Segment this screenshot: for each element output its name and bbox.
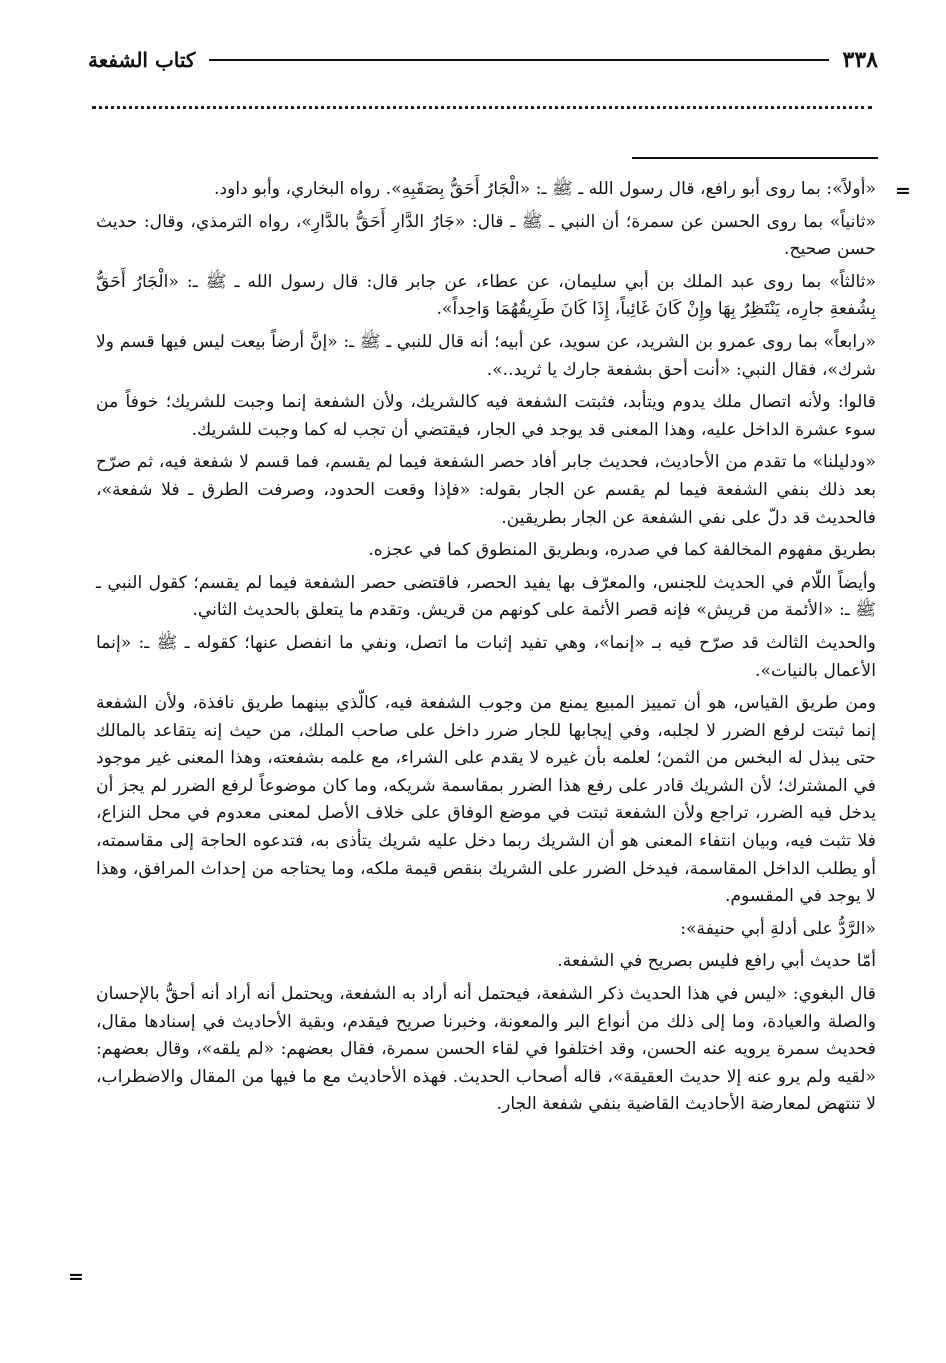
footnote-paragraph: «ثانياً» بما روى الحسن عن سمرة؛ أن النبي ـ ﷺ ـ قال: «جَارُ الدَّارِ أَحَقُّ بالدَّارِ»، رواه الترمذي، وقال: حديث حسن صحيح. <box>96 211 876 260</box>
footnote-paragraph: «ثالثاً» بما روى عبد الملك بن أبي سليمان، عن عطاء، عن جابر قال: قال رسول الله ـ ﷺ ـ: «الْجَارُ أَحَقُّ بِشُفعةِ جارِه، يَنْتَظِرُ بِهَا وإِنْ كَانَ غَائِباً، إِذَا كَانَ طَرِيقُهُمَا وَاحِداً». <box>96 271 876 320</box>
footnote-paragraph: قال البغوي: «ليس في هذا الحديث ذكر الشفعة، فيحتمل أنه أراد به الشفعة، ويحتمل أنه أراد أنه أحقُّ بالإحسان والصلة والعيادة، وما إلى ذلك من أنواع البر والمعونة، وخبرنا صريح فيقدم، وبقية الأحاديث في إسنادها مقال، فحديث سمرة يرويه عنه الحسن، وقد اختلفوا في لقاء الحسن سمرة، فقال بعضهم: «لم يلقه»، وقال بعضهم: «لقيه ولم يرو عنه إلا حديث العقيقة»، قاله أصحاب الحديث. فهذه الأحاديث مع ما فيها من المقال والاضطراب، لا تنتهض لمعارضة الأحاديث القاضية بنفي شفعة الجار. <box>96 984 876 1115</box>
section-heading: «الرَّدُّ على أدلةِ أبي حنيفة»: <box>680 918 876 939</box>
continuation-mark-bottom: = <box>68 1266 84 1288</box>
footnote-paragraph: «ودليلنا» ما تقدم من الأحاديث، فحديث جابر أفاد حصر الشفعة فيما لم يقسم، فما قسم لا شفعة فيه، ثم صرّح بعد ذلك بنفي الشفعة فيما لم يقسم عن الجار بقوله: «فإذا وقعت الحدود، وصرفت الطرق ـ فلا شفعة»، فالحديث قد دلّ على نفي الشفعة عن الجار بطريقين. <box>96 452 876 528</box>
footnote-paragraph: ومن طريق القياس، هو أن تمييز المبيع يمنع من وجوب الشفعة فيه، كالّذي بينهما طريق نافذة، ولأن الشفعة إنما ثبتت لرفع الضرر لا لجلبه، وفي إيجابها للجار ضرر داخل على صاحب الملك، من حيث إنه يتقاعد بالمالك حتى يبذل له البخس من الثمن؛ لعلمه بأن غيره لا يقدم على الشراء، مع علمه بشفعته، وهذا المعنى غير موجود في المشترك؛ لأن الشريك قادر على رفع هذا الضرر بمقاسمة شريكه، وما كان موضوعاً لرفع الضرر لم يجز أن يدخل فيه الضرر، تراجع ولأن الشفعة ثبتت في موضع الوفاق على خلاف الأصل لمعنى معدوم في محل النزاع، فلا تثبت فيه، وبيان انتفاء المعنى هو أن الشريك ربما دخل عليه شريك يتأذى به، فتدعوه الحاجة إلى مقاسمته، أو يطلب الداخل المقاسمة، فيدخل الضرر على الشريك بنقص قيمة ملكه، وما يحتاجه من إحداث المرافق، وهذا لا يوجد في المقسوم. <box>96 693 876 907</box>
footnote-body <box>96 176 876 1124</box>
footnote-paragraph: بطريق مفهوم المخالفة كما في صدره، وبطريق المنطوق كما في عجزه. <box>368 540 876 561</box>
book-title: كتاب الشفعة <box>88 48 196 72</box>
running-header <box>88 38 878 82</box>
footnote-paragraph: والحديث الثالث قد صرّح فيه بـ «إنما»، وهي تفيد إثبات ما اتصل، ونفي ما انفصل عنها؛ كقوله ـ ﷺ ـ: «إنما الأعمال بالنيات». <box>96 632 876 681</box>
footnote-rule <box>632 157 878 159</box>
dotted-separator <box>92 106 872 109</box>
footnote-paragraph: وأيضاً اللّام في الحديث للجنس، والمعرّف بها يفيد الحصر، فاقتضى حصر الشفعة فيما لم يقسم؛ كقول النبي ـ ﷺ ـ: «الأئمة من قريش» فإنه قصر الأئمة على كونهم من قريش. وتقدم ما يتعلق بالحديث الثاني. <box>96 572 876 621</box>
footnote-paragraph: «رابعاً» بما روى عمرو بن الشريد، عن سويد، عن أبيه؛ أنه قال للنبي ـ ﷺ ـ: «إنَّ أرضاً بيعت ليس فيها قسم ولا شرك»، فقال النبي: «أنت أحق بشفعة جارك يا ثريد..». <box>96 331 876 380</box>
footnote-paragraph: قالوا: ولأنه اتصال ملك يدوم ويتأبد، فثبتت الشفعة فيه كالشريك، ولأن الشفعة إنما وجبت للشريك؛ خوفاً من سوء عشرة الداخل عليه، وهذا المعنى قد يوجد في الجار، فيقتضي أن تجب له كما وجبت للشريك. <box>96 392 876 440</box>
footnote-paragraph: أمّا حديث أبي رافع فليس بصريح في الشفعة. <box>557 951 876 972</box>
continuation-mark-top: = <box>895 180 911 202</box>
page-number: ٣٣٨ <box>842 47 878 73</box>
header-rule <box>209 59 828 61</box>
footnote-paragraph: «أولاً»: بما روى أبو رافع، قال رسول الله ـ ﷺ ـ: «الْجَارُ أَحَقُّ بِصَقَبِهِ». رواه البخاري، وأبو داود. <box>213 179 876 199</box>
